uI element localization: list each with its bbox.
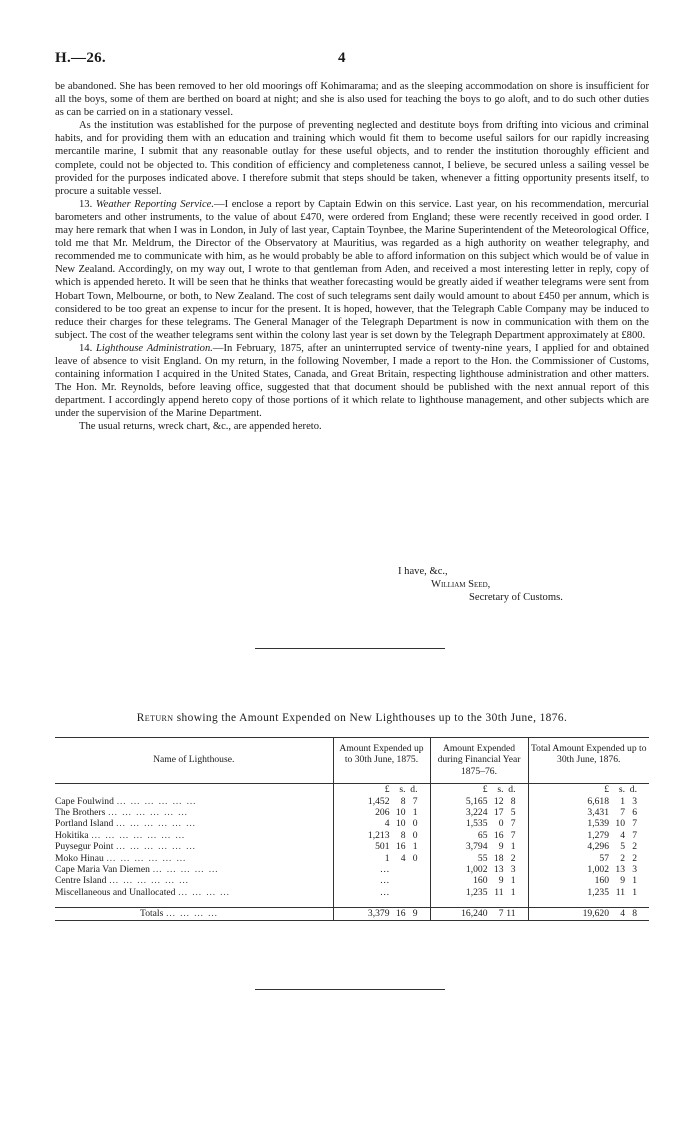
lighthouse-name-cell [55, 796, 333, 807]
lighthouse-name-cell [55, 830, 333, 841]
amount-c3: 3,431 7 6 [528, 807, 649, 818]
lighthouse-name: Miscellaneous and Unallocated [55, 886, 176, 898]
amount-c3: 160 9 1 [528, 875, 649, 886]
totals-leader-dots: … … … … [165, 908, 219, 920]
table-row [55, 818, 649, 829]
leader-dots: … … … … [177, 886, 231, 898]
amount-c1: 206 10 1 [333, 807, 430, 818]
section-divider [255, 648, 445, 649]
table-row [55, 875, 649, 886]
leader-dots: … … … … … … [106, 852, 187, 864]
table-row [55, 853, 649, 864]
paragraph-continuation: be abandoned. She has been removed to her old moorings off Kohimarama; and as the sleeping accommodation on shore is insufficient for all the boys, some of them are berthed on board at night; and she is also used for teaching the boys to go aloft, and to do such other duties as can be carried on in a stationary vessel. [55, 81, 649, 119]
totals-row [55, 908, 649, 920]
amount-c1: 501 16 1 [333, 841, 430, 852]
table-row [55, 864, 649, 875]
amount-c3: 1,279 4 7 [528, 830, 649, 841]
lighthouse-name: Cape Foulwind [55, 795, 114, 807]
col-header-to-1875: Amount Expended up to 30th June, 1875. [333, 738, 430, 784]
paragraph-13-number: 13. [79, 198, 93, 210]
amount-c1: 1 4 0 [333, 853, 430, 864]
lighthouse-name: Puysegur Point [55, 841, 114, 853]
currency-row [55, 784, 649, 796]
amount-c3: 4,296 5 2 [528, 841, 649, 852]
lighthouse-name-cell [55, 853, 333, 864]
leader-dots: … … … … … … [107, 807, 189, 819]
table-row [55, 841, 649, 852]
amount-c2: 55 18 2 [430, 853, 528, 864]
amount-c2: 65 16 7 [430, 830, 528, 841]
table-body [55, 784, 649, 908]
col-header-1875-76: Amount Expended during Financial Year 1875–76. [430, 738, 528, 784]
lighthouse-name-cell [55, 875, 333, 886]
amount-c2: 1,002 13 3 [430, 864, 528, 875]
lighthouse-name: The Brothers [55, 807, 106, 819]
amount-c3: 1,002 13 3 [528, 864, 649, 875]
amount-c2: 1,535 0 7 [430, 818, 528, 829]
paragraph-14-number: 14. [79, 342, 93, 354]
currency-header-c3: £ s. d. [528, 784, 649, 796]
currency-header-c1: £ s. d. [333, 784, 430, 796]
closing-line: The usual returns, wreck chart, &c., are appended hereto. [79, 421, 322, 433]
signature-salutation: I have, &c., [398, 566, 448, 577]
lighthouse-name-cell [55, 841, 333, 852]
leader-dots: … … … … … … [116, 795, 197, 807]
totals-c2: 16,240 7 11 [430, 908, 528, 920]
leader-dots: … … … … … [152, 864, 219, 876]
totals-label-cell [55, 908, 333, 920]
amount-c3: 57 2 2 [528, 853, 649, 864]
lighthouse-name-cell [55, 807, 333, 818]
lighthouse-name: Cape Maria Van Diemen [55, 864, 150, 876]
end-divider [255, 989, 445, 990]
lighthouse-name: Hokitika [55, 829, 89, 841]
amount-c1: 1,213 8 0 [333, 830, 430, 841]
paragraph-13-text: —I enclose a report by Captain Edwin on this service. Last year, on his recommendation, mercurial barometers and other instruments, to the value of about £470, were ordered from England; these were recently received in good order. I may here remark that when I was in London, in July of last year, Captain Toynbee, the Marine Superintendent of the Meteorological Office, told me that Mr. Meldrum, the Director of the Observatory at Mauritius, was regarded as a high authority on weather telegraphy, and recommended me to communicate with him, as he would probably be able to afford information on this subject which would be of value in New Zealand. Accordingly, on my way out, I wrote to that gentleman from Aden, and received a most interesting letter in reply, copy of which is appended hereto. It will be seen that he thinks that weather forecasting would be greatly aided if weather telegrams were sent from Hobart Town, Melbourne, or both, to New Zealand. The cost of such telegrams sent daily would amount to about £450 per annum, which is considered to be too great an expense to incur for the present. It is hoped, however, that the Telegraph Cable Company may be induced to reduce their charges for these telegrams. The General Manager of the Telegraph Department is now in communication with them on the subject. The cost of the weather telegrams sent within the colony last year is set down by the Telegraph Department approximately at £800. [55, 198, 650, 341]
totals-c3: 19,620 4 8 [528, 908, 649, 920]
return-title [55, 712, 649, 724]
paragraph-14-heading: Lighthouse Administration. [96, 342, 213, 354]
lighthouse-name-cell [55, 818, 333, 829]
leader-dots: … … … … … … [115, 818, 197, 830]
leader-dots: … … … … … … [108, 875, 190, 887]
amount-c2: 5,165 12 8 [430, 796, 528, 807]
col-header-name: Name of Lighthouse. [55, 738, 333, 784]
table-row [55, 830, 649, 841]
amount-c3: 1,235 11 1 [528, 887, 649, 908]
lighthouse-name-cell [55, 887, 333, 908]
amount-c1: 1,452 8 7 [333, 796, 430, 807]
amount-c1: … [333, 887, 430, 908]
amount-c2: 1,235 11 1 [430, 887, 528, 908]
report-body [55, 80, 649, 434]
leader-dots: … … … … … … [115, 841, 197, 853]
currency-header-c2: £ s. d. [430, 784, 528, 796]
col-header-total-1876: Total Amount Expended up to 30th June, 1876. [528, 738, 649, 784]
table-row [55, 887, 649, 908]
amount-c1: … [333, 875, 430, 886]
paragraph-13-heading: Weather Reporting Service. [95, 198, 215, 210]
amount-c1: … [333, 864, 430, 875]
return-title-lead: Return [136, 712, 174, 724]
totals-c1: 3,379 16 9 [333, 908, 430, 920]
lighthouse-expenditure-table [55, 737, 649, 921]
return-title-rest: showing the Amount Expended on New Lighthouses up to the 30th June, 1876. [173, 712, 568, 724]
amount-c3: 1,539 10 7 [528, 818, 649, 829]
leader-dots: … … … … … … … [90, 829, 186, 841]
amount-c2: 3,794 9 1 [430, 841, 528, 852]
lighthouse-name: Moko Hinau [55, 852, 104, 864]
page-header [55, 50, 649, 72]
page-number: 4 [338, 50, 346, 66]
amount-c1: 4 10 0 [333, 818, 430, 829]
table-row [55, 796, 649, 807]
table-header-row [55, 738, 649, 784]
signature-block [55, 565, 649, 604]
lighthouse-name: Portland Island [55, 818, 114, 830]
paragraph-13 [55, 198, 649, 342]
lighthouse-name: Centre Island [55, 875, 107, 887]
totals-label: Totals [140, 908, 164, 920]
amount-c2: 160 9 1 [430, 875, 528, 886]
lighthouse-name-cell [55, 864, 333, 875]
paragraph-14-text: —In February, 1875, after an uninterrupted service of twenty-nine years, I applied for and obtained leave of absence to visit England. On my return, in the following November, I made a report to the Hon. the Commissioner of Customs, containing information I acquired in the United States, Canada, and Great Britain, respecting lighthouse administration and other matters. The Hon. Mr. Reynolds, before leaving office, suggested that that document should be published with the next annual report of this department. I accordingly append hereto copy of those portions of it which relate to lighthouse management, and other subjects which are under the supervision of the Marine Department. [55, 342, 649, 420]
signature-title: Secretary of Customs. [469, 592, 563, 604]
amount-c2: 3,224 17 5 [430, 807, 528, 818]
signature-name: William Seed, [431, 579, 491, 591]
paragraph-14 [55, 342, 649, 421]
paragraph-institution: As the institution was established for the purpose of preventing neglected and destitute boys from drifting into vicious and criminal habits, and for providing them with an education and training which would fit them to become useful sailors for our rapidly increasing mercantile marine, I submit that any reasonable outlay for these useful objects, and to render the institution thoroughly efficient and complete, could not be objected to. This condition of efficiency and completeness cannot, I believe, be secured unless a sailing vessel be provided for the purposes indicated above. I therefore submit that steps should be taken, whenever a fitting opportunity presents itself, to procure a suitable vessel. [55, 120, 649, 197]
amount-c3: 6,618 1 3 [528, 796, 649, 807]
table-row [55, 807, 649, 818]
document-reference: H.—26. [55, 50, 106, 66]
